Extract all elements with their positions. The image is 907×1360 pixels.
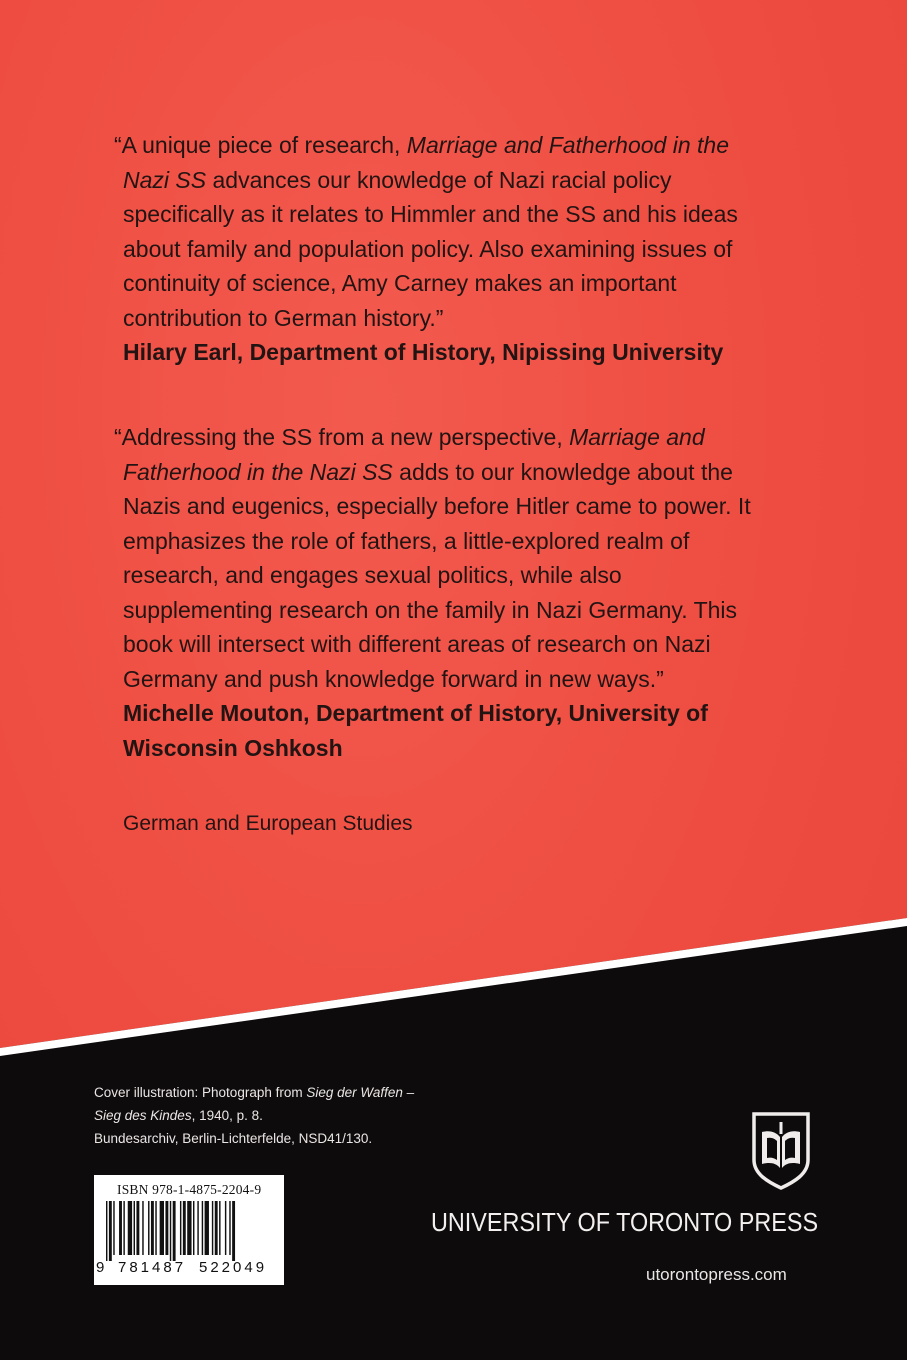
cover-illustration-credit	[94, 1081, 424, 1150]
quote-2-open: “Addressing the SS from a new perspective,	[114, 424, 570, 450]
subject-category: German and European Studies	[123, 812, 413, 835]
isbn-barcode	[94, 1175, 284, 1285]
quote-2-body: adds to our knowledge about the Nazis and eugenics, especially before Hitler came to power. It emphasizes the role of fathers, a little-explored realm of research, and engages sexual politics, while also supplementing research on the family in Nazi Germany. This book will intersect with different areas of research on Nazi Germany and push knowledge forward in new ways.”	[123, 458, 751, 692]
publisher-name: UNIVERSITY OF TORONTO PRESS	[431, 1207, 819, 1237]
open-book-shield-icon	[750, 1110, 812, 1190]
blurb-quote-2	[114, 420, 763, 765]
credit-prefix: Cover illustration: Photograph from	[94, 1085, 307, 1100]
blurb-quote-1	[114, 128, 763, 370]
barcode-group-1: 781487	[118, 1259, 187, 1276]
isbn-label: ISBN 978-1-4875-2204-9	[117, 1182, 262, 1197]
quote-1-book-title: Marriage and Fatherhood in the Nazi SS	[123, 132, 729, 193]
credit-suffix: , 1940, p. 8.	[191, 1108, 263, 1123]
barcode-group-2: 522049	[199, 1259, 268, 1276]
credit-archive: Bundesarchiv, Berlin-Lichterfelde, NSD41/130.	[94, 1131, 373, 1146]
quote-1-attribution: Hilary Earl, Department of History, Nipissing University	[123, 339, 724, 365]
quote-1-open: “A unique piece of research,	[114, 132, 407, 158]
quote-2-book-title: Marriage and Fatherhood in the Nazi SS	[123, 424, 705, 485]
barcode-prefix-digit: 9	[96, 1259, 105, 1276]
publisher-url[interactable]: utorontopress.com	[646, 1265, 787, 1284]
credit-title: Sieg der Waffen – Sieg des Kindes	[94, 1085, 415, 1123]
barcode-bars	[106, 1201, 276, 1261]
quote-1-body: advances our knowledge of Nazi racial policy specifically as it relates to Himmler and the SS and his ideas about family and population policy. Also examining issues of continuity of science, Amy Carney makes an important contribution to German history.”	[123, 166, 738, 331]
quote-2-attribution: Michelle Mouton, Department of History, University of Wisconsin Oshkosh	[123, 700, 708, 761]
